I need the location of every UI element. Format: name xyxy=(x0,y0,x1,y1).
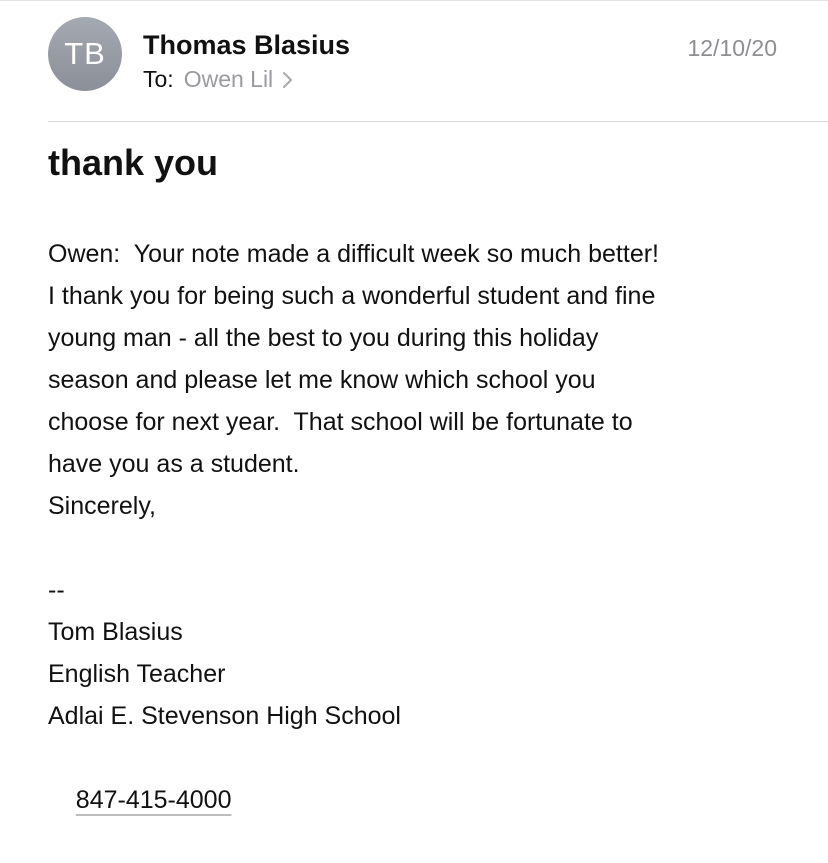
phone-number-link[interactable]: 847-415-4000 xyxy=(75,786,232,814)
signature-school: Adlai E. Stevenson High School xyxy=(48,702,401,730)
phone-line xyxy=(48,737,788,814)
body-line: Owen: Your note made a difficult week so much better! xyxy=(48,240,659,268)
chevron-right-icon xyxy=(282,71,294,89)
recipient-row xyxy=(143,66,294,93)
signature-name: Tom Blasius xyxy=(48,618,183,646)
message-subject: thank you xyxy=(48,142,219,183)
signature-title: English Teacher xyxy=(48,660,226,688)
signature-separator: -- xyxy=(48,576,65,604)
sender-avatar[interactable]: TB xyxy=(48,17,122,91)
to-label: To: xyxy=(143,66,174,92)
body-line: young man - all the best to you during this holiday xyxy=(48,324,599,352)
blank-line xyxy=(48,527,788,569)
message-header xyxy=(0,0,828,122)
body-line: choose for next year. That school will be fortunate to xyxy=(48,408,633,436)
recipient-name: Owen Lil xyxy=(183,66,274,92)
header-divider xyxy=(48,121,828,122)
sender-name[interactable]: Thomas Blasius xyxy=(143,30,351,60)
message-body xyxy=(48,233,788,814)
body-line: have you as a student. xyxy=(48,450,300,478)
body-line: I thank you for being such a wonderful student and fine xyxy=(48,282,656,310)
message-date: 12/10/20 xyxy=(687,35,777,61)
recipient-button[interactable] xyxy=(184,66,294,93)
signoff-line: Sincerely, xyxy=(48,492,156,520)
body-line: season and please let me know which school you xyxy=(48,366,596,394)
